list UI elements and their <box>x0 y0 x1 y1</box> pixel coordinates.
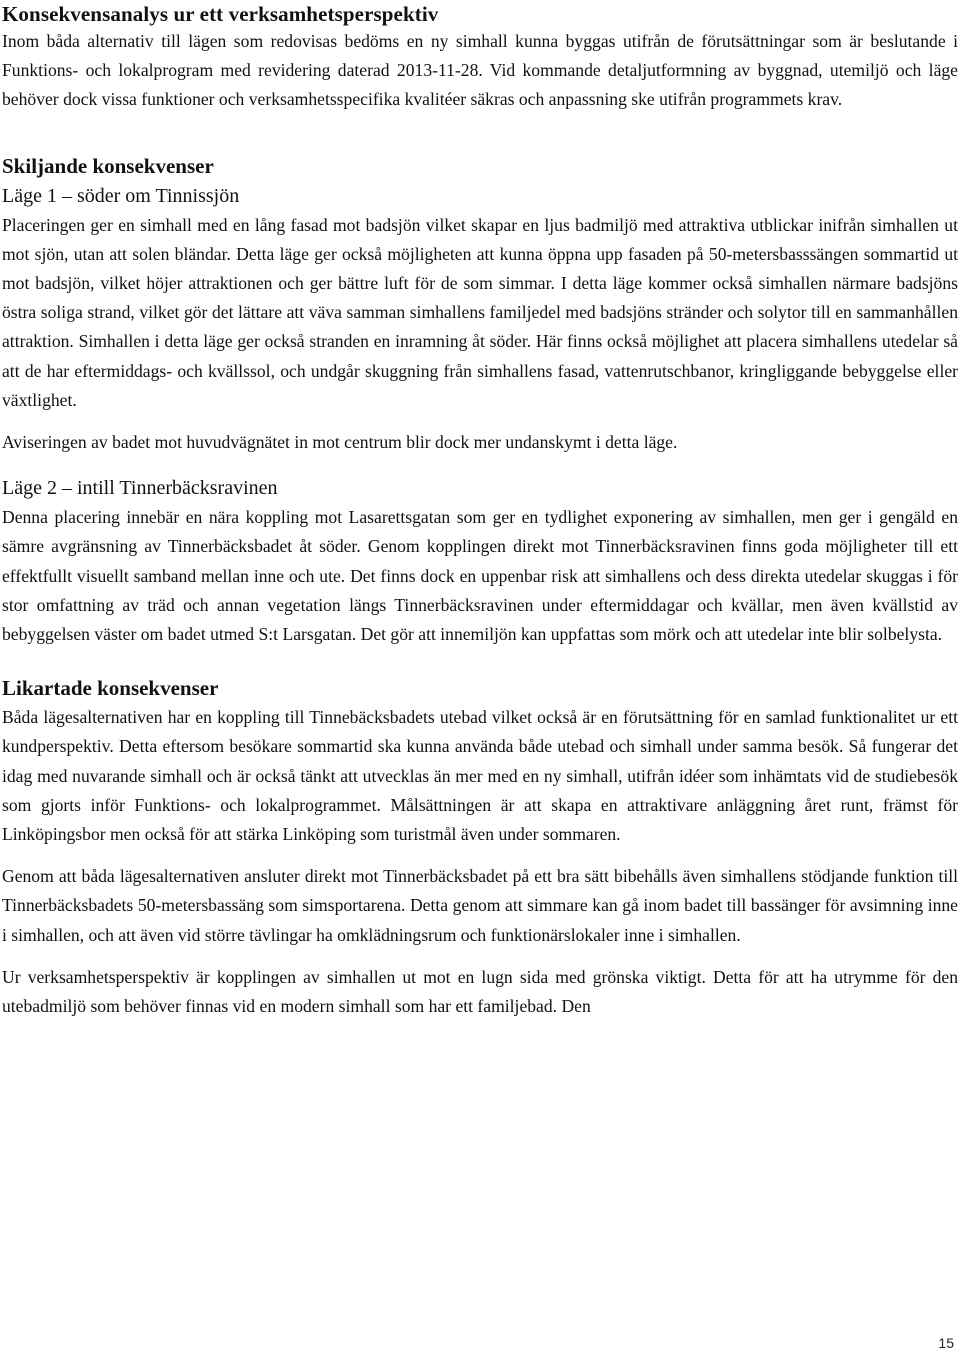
location-2-paragraph: Denna placering innebär en nära koppling mot Lasarettsgatan som ger en tydlighet exponering av simhallen, men ger i gengäld en sämre avgränsning av Tinnerbäcksbadet åt söder. Genom kopplingen direkt mot Tinnerbäcksravinen finns goda möjligheter till ett effektfullt visuellt samband mellan inne och ute. Det finns dock en uppenbar risk att simhallens och dess direkta utedelar skuggas i för stor omfattning av träd och annan vegetation längs Tinnerbäcksravinen under eftermiddagar och kvällar, men även kvällstid av bebyggelsen väster om badet utmed S:t Larsgatan. Det gör att innemiljön kan uppfattas som mörk och att utedelar inte blir solbelysta. <box>2 507 958 645</box>
similar-consequences-paragraph-3: Ur verksamhetsperspektiv är kopplingen av simhallen ut mot en lugn sida med grönska viktigt. Detta för att ha utrymme för den utebadmiljö som behöver finnas vid en modern simhall som har ett familjebad. Den <box>2 966 958 1017</box>
document-content <box>2 0 958 1021</box>
subheading-location-2: Läge 2 – intill Tinnerbäcksravinen <box>2 477 278 500</box>
spacer <box>2 849 958 862</box>
spacer <box>2 649 958 673</box>
section-heading-different-consequences: Skiljande konsekvenser <box>2 153 214 178</box>
location-1-paragraph: Placeringen ger en simhall med en lång fasad mot badsjön vilket skapar en ljus badmiljö med attraktiva utblickar inifrån simhallen ut mot sjön, utan att solen bländar. Detta läge ger också möjligheten att kunna öppna upp fasaden på 50-metersbasssängen sommartid ut mot badsjön, vilket höjer attraktionen och ger bättre luft för de som simmar. I detta läge kommer också simhallen närmare badsjöns östra soliga strand, vilket gör det lättare att väva samman simhallens familjedel med badsjöns stränder och solytor till en sammanhållen attraktion. Simhallen i detta läge ger också stranden en inramning åt söder. Här finns också möjlighet att placera simhallens utedelar så att de har eftermiddags- och kvällssol, och undgår skuggning från simhallens fasad, vattenrutschbanor, kringliggande bebyggelse eller växtlighet. <box>2 214 958 410</box>
similar-consequences-paragraph-2: Genom att båda lägesalternativen ansluter direkt mot Tinnerbäcksbadet på ett bra sätt bibehålls även simhallens stödjande funktion till Tinnerbäcksbadets 50-metersbassäng som simsportarena. Detta genom att simmare kan gå inom badet till bassänger för avsimning inne i simhallen, och att även vid större tävlingar ha omklädningsrum och funktionärslokaler inne i simhallen. <box>2 866 958 945</box>
page-number: 15 <box>938 1335 954 1351</box>
location-1-note-paragraph: Aviseringen av badet mot huvudvägnätet in mot centrum blir dock mer undanskymt i detta läge. <box>2 432 678 453</box>
subheading-location-1: Läge 1 – söder om Tinnissjön <box>2 184 240 207</box>
page-title: Konsekvensanalys ur ett verksamhetsperspektiv <box>2 2 439 26</box>
spacer <box>2 415 958 428</box>
spacer <box>2 457 958 473</box>
intro-paragraph: Inom båda alternativ till lägen som redovisas bedöms en ny simhall kunna byggas utifrån de förutsättningar som är beslutande i Funktions- och lokalprogram med revidering daterad 2013-11-28. Vid kommande detaljutformning av byggnad, utemiljö och läge behöver dock vissa funktioner och verksamhetsspecifika kvalitéer säkras och anpassning ske utifrån programmets krav. <box>2 31 958 110</box>
section-heading-similar-consequences: Likartade konsekvenser <box>2 676 219 701</box>
spacer <box>2 115 958 151</box>
spacer <box>2 950 958 963</box>
similar-consequences-paragraph-1: Båda lägesalternativen har en koppling till Tinnebäcksbadets utebad vilket också är en förutsättning för en samlad funktionalitet ur ett kundperspektiv. Detta eftersom besökare sommartid ska kunna använda både utebad och simhall under samma besök. Så fungerar det idag med nuvarande simhall och är också tänkt att utvecklas än mer med en ny simhall, utifrån idéer som inhämtats vid de studiebesök som gjorts inför Funktions- och lokalprogrammet. Målsättningen är att skapa en attraktivare anläggning året runt, främst för Linköpingsbor men också för att stärka Linköping som turistmål även under sommaren. <box>2 707 958 845</box>
